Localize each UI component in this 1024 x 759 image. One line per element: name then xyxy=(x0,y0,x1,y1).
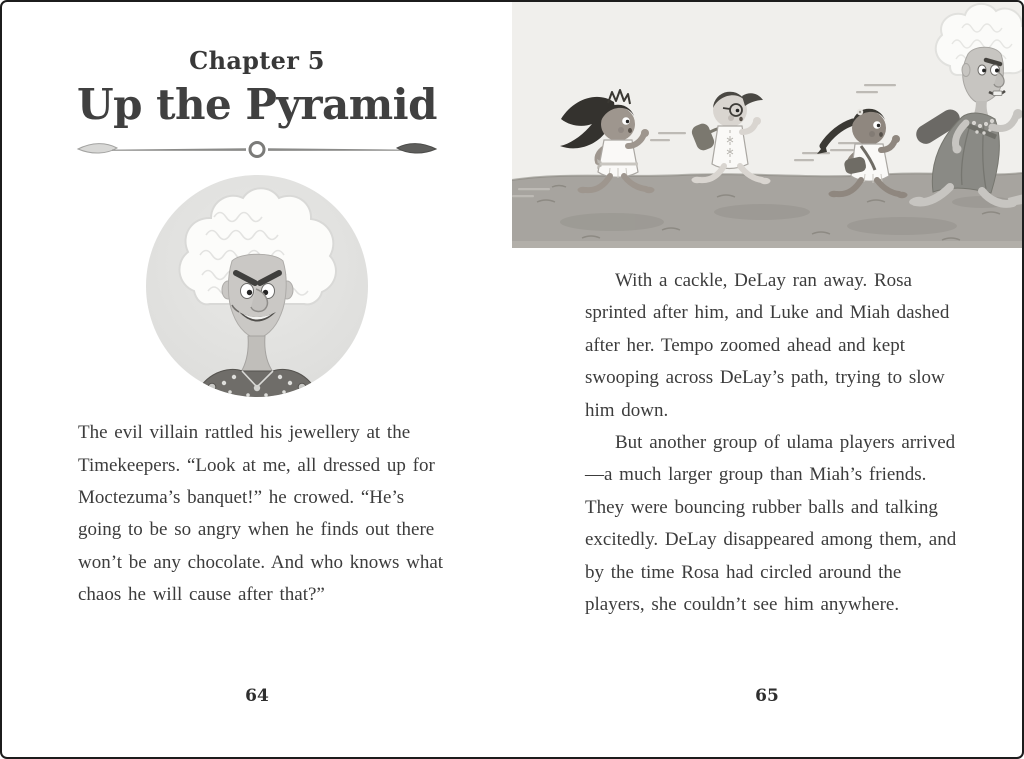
page-number-left: 64 xyxy=(245,686,269,706)
chapter-title: Up the Pyramid xyxy=(77,80,437,129)
divider-ornament-icon xyxy=(2,138,512,160)
chase-illustration xyxy=(512,2,1022,248)
page-number-right: 65 xyxy=(755,686,779,706)
villain-portrait-illustration xyxy=(2,173,512,399)
left-page-paragraph: The evil villain rattled his jewellery at the Timekeepers. “Look at me, all dressed up for Moctezuma’s banquet!” he crowed. “He’s going to be so angry when he finds out there won’t be any chocolate. And who knows what chaos he will cause after that?” xyxy=(78,422,444,606)
right-page xyxy=(512,2,1022,757)
left-page xyxy=(2,2,512,757)
right-paragraph-1: With a cackle, DeLay ran away. Rosa sprinted after him, and Luke and Miah dashed after her. Tempo zoomed ahead and kept swooping across DeLay’s path, trying to slow him down. xyxy=(585,270,950,421)
chapter-label: Chapter 5 xyxy=(189,46,325,75)
right-paragraph-2: But another group of ulama players arrived—a much larger group than Miah’s friends. They were bouncing rubber balls and talking excitedly. DeLay disappeared among them, and by the time Rosa had circled around the players, she couldn’t see him anywhere. xyxy=(585,432,957,616)
right-page-text xyxy=(585,265,960,621)
